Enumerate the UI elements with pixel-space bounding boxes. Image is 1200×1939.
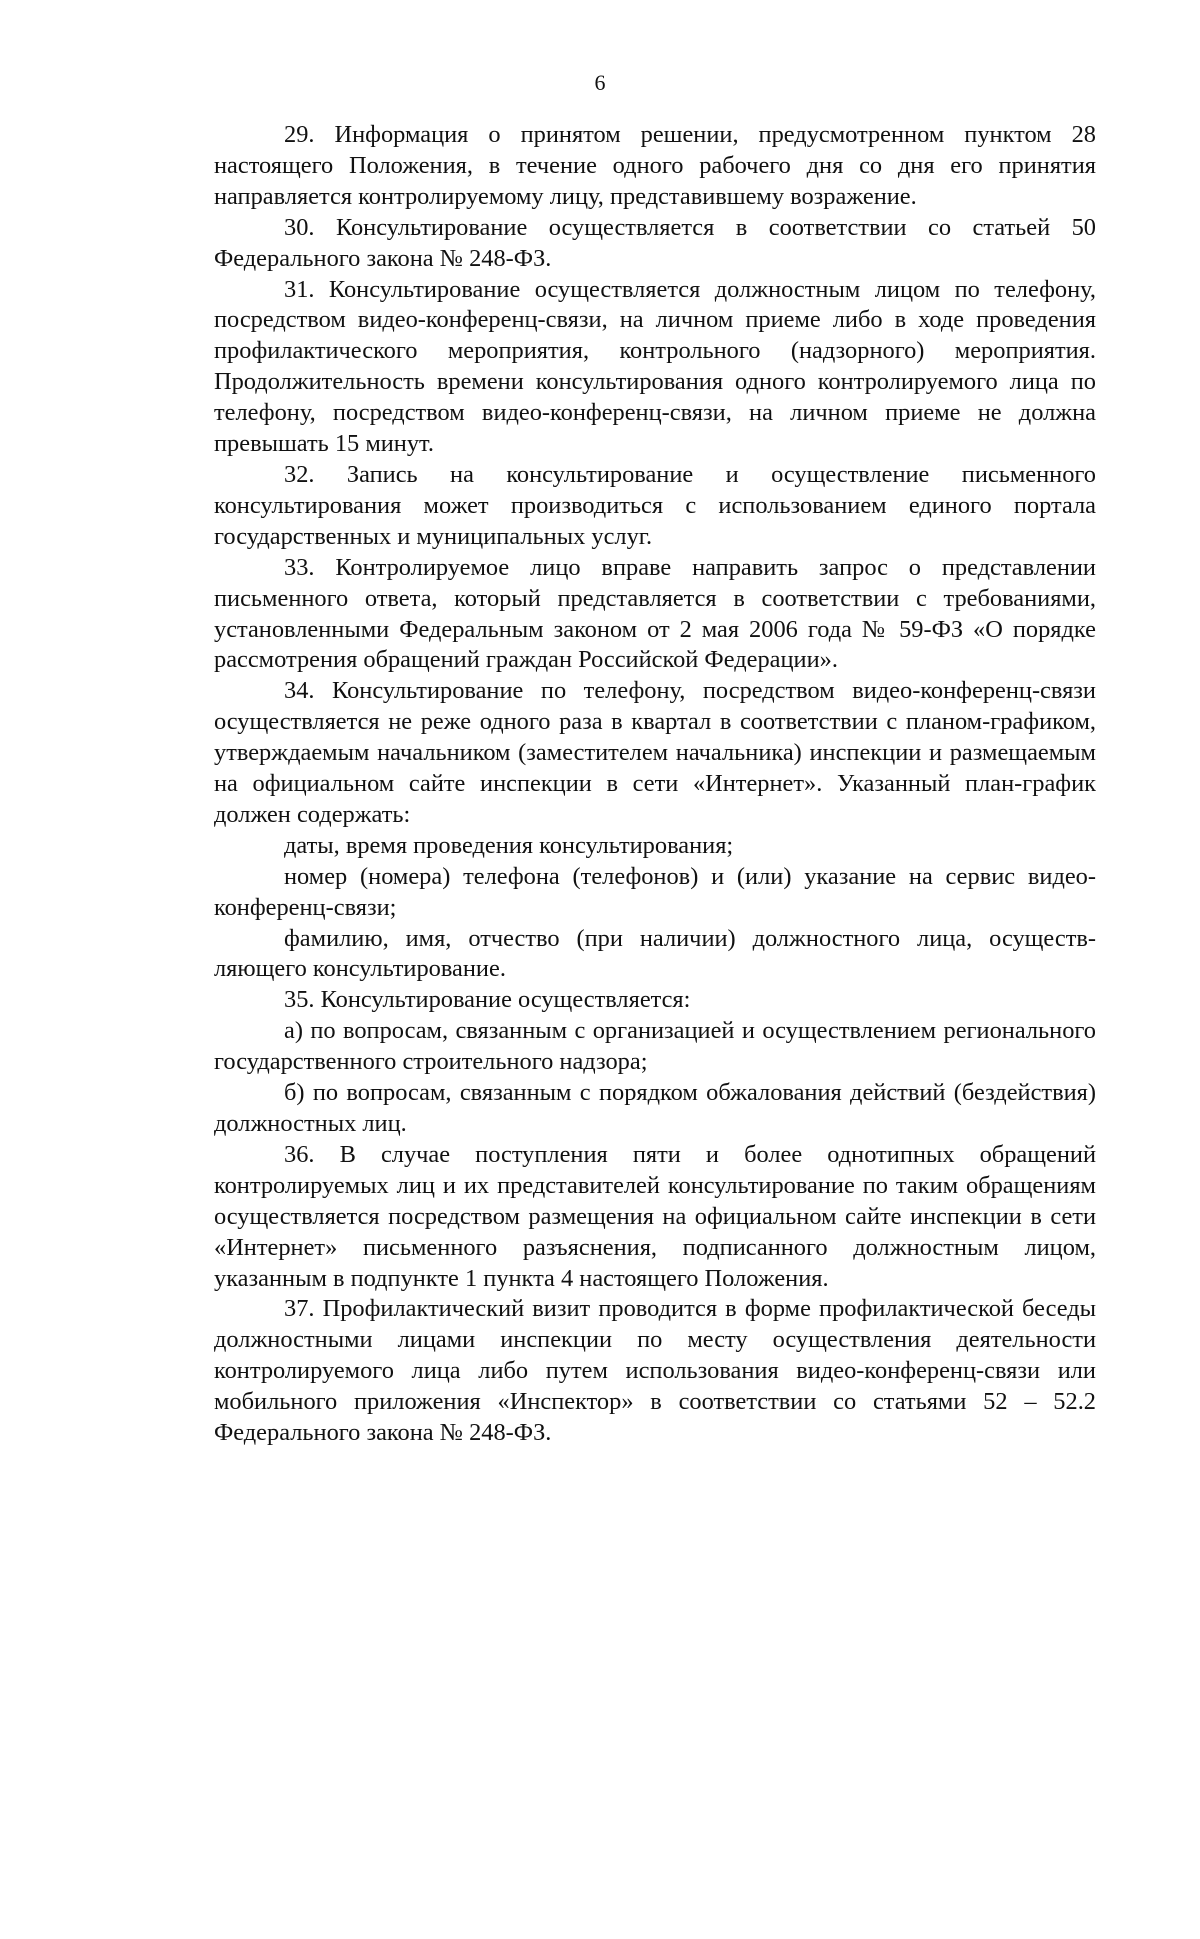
paragraph-35-item-b: б) по вопросам, связанным с порядком обжалования действий (бездействия) должностных лиц. [214,1079,1096,1137]
paragraph-36: 36. В случае поступления пяти и более однотипных обращений контролируемых лиц и их представителей консультирование по таким обращениям осуществляется посредством размещения на официальном сайте инспекции в сети «Интернет» письменного разъяснения, подписанного должностным лицом, указанным в подпункте 1 пункта 4 настоящего Положения. [214,1140,1096,1292]
paragraph-35: 35. Консультирование осуществляется: [284,986,691,1014]
paragraph-34-item-name: фамилию, имя, отчество (при наличии) должностного лица, осуществляющего консультирование. [214,924,1096,983]
paragraph-29: 29. Информация о принятом решении, предусмотренном пунктом 28 настоящего Положения, в течение одного рабочего дня со дня его принятия направляется контролируемому лицу, представившему возражение. [214,121,1096,210]
paragraph-37: 37. Профилактический визит проводится в форме профилактической беседы должностными лицами инспекции по месту осуществления деятельности контролируемого лица либо путем использования видео-конференц-связи или мобильного приложения «Инспектор» в соответствии со статьями 52 – 52.2 Федерального закона № 248-ФЗ. [214,1295,1096,1447]
document-body [214,120,1096,1449]
paragraph-34-item-dates: даты, время проведения консультирования; [284,831,734,859]
paragraph-33: 33. Контролируемое лицо вправе направить запрос о представлении письменного ответа, который представляется в соответствии с требованиями, установленными Федеральным законом от 2 мая 2006 года № 59-ФЗ «О порядке рассмотрения обращений граждан Российской Федерации». [214,553,1096,674]
paragraph-35-item-a: а) по вопросам, связанным с организацией и осуществлением регионального государственного строительного надзора; [214,1017,1096,1076]
paragraph-34-item-phone: номер (номера) телефона (телефонов) и (или) указание на сервис видео-конференц-связи; [214,862,1096,921]
page-number: 6 [594,70,606,95]
paragraph-34: 34. Консультирование по телефону, посредством видео-конференц-связи осуществляется не реже одного раза в квартал в соответствии с планом-графиком, утверждаемым начальником (заместителем начальника) инспекции и размещаемым на официальном сайте инспекции в сети «Интернет». Указанный план-график должен содержать: [214,677,1096,828]
paragraph-30: 30. Консультирование осуществляется в соответствии со статьей 50 Федерального закона № 248-ФЗ. [214,213,1096,272]
paragraph-32: 32. Запись на консультирование и осуществление письменного консультирования может производиться с использованием единого портала государственных и муниципальных услуг. [214,460,1096,550]
paragraph-31: 31. Консультирование осуществляется должностным лицом по телефону, посредством видео-конференц-связи, на личном приеме либо в ходе проведения профилактического мероприятия, контрольного (надзорного) мероприятия. Продолжительность времени консультирования одного контролируемого лица по телефону, посредством видео-конференц-связи, на личном приеме не должна превышать 15 минут. [214,275,1096,458]
